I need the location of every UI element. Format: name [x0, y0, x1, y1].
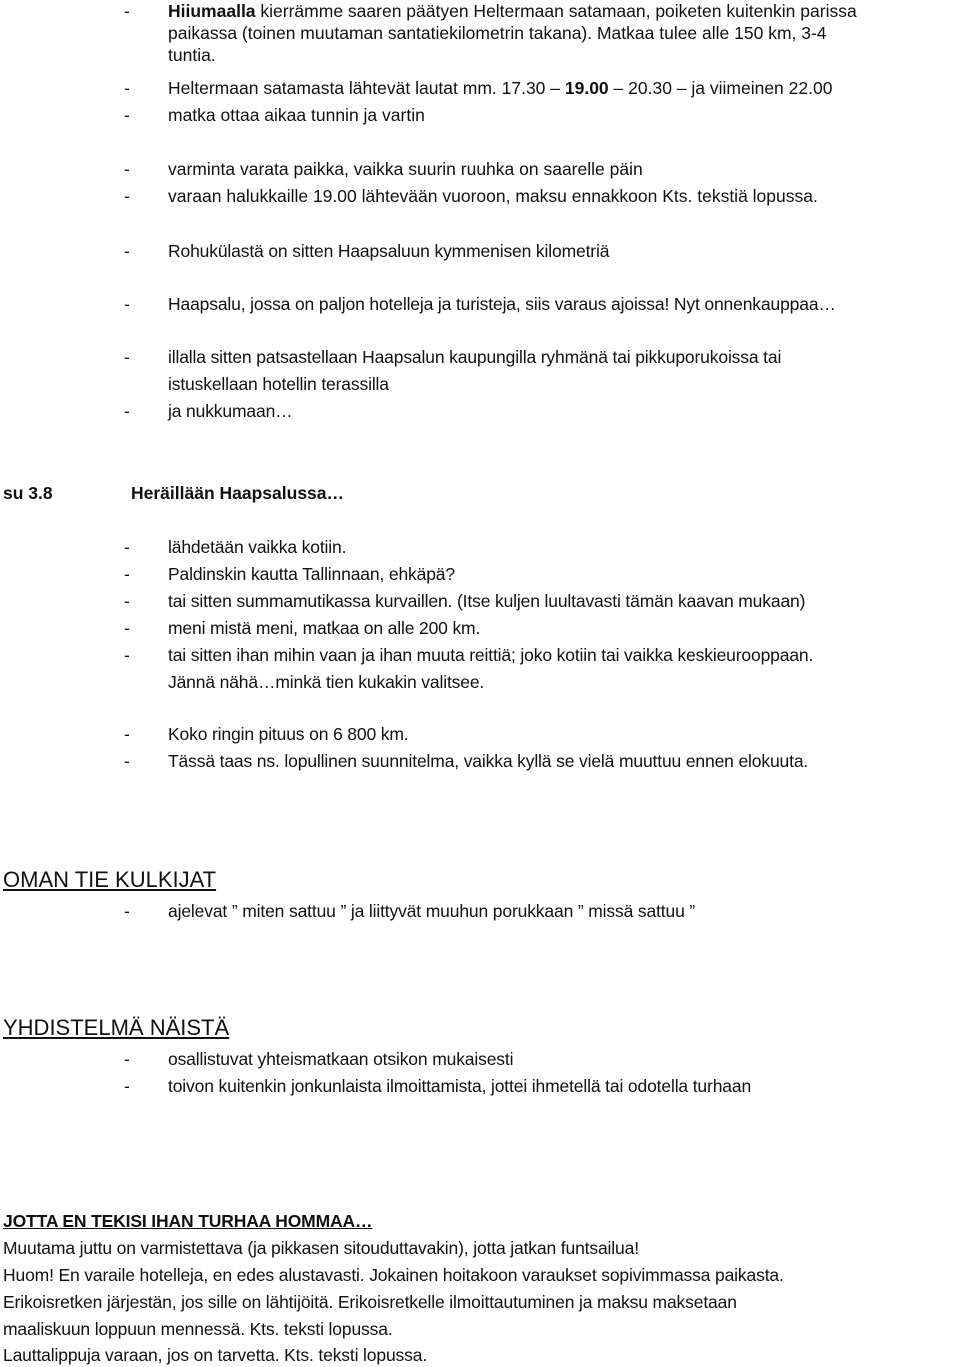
list-item: toivon kuitenkin jonkunlaista ilmoittamista, jottei ihmetellä tai odotella turhaan: [168, 1076, 752, 1096]
bullet-dash: -: [124, 186, 130, 206]
list-item: osallistuvat yhteismatkaan otsikon mukaisesti: [168, 1049, 514, 1069]
bullet-dash: -: [124, 564, 130, 584]
list-item: ajelevat ” miten sattuu ” ja liittyvät muuhun porukkaan ” missä sattuu ”: [168, 901, 696, 921]
list-item: varaan halukkaille 19.00 lähtevään vuoroon, maksu ennakkoon Kts. tekstiä lopussa.: [168, 186, 818, 206]
list-item: matka ottaa aikaa tunnin ja vartin: [168, 105, 425, 125]
section-heading-combination: YHDISTELMÄ NÄISTÄ: [3, 1015, 230, 1040]
list-item: Paldinskin kautta Tallinnaan, ehkäpä?: [168, 564, 455, 584]
hiiumaa-line-3: tuntia.: [168, 45, 216, 65]
final-line: Muutama juttu on varmistettava (ja pikkasen sitouduttavakin), jotta jatkan funtsailua!: [3, 1238, 639, 1258]
bullet-dash: -: [124, 537, 130, 557]
hiiumaa-line-2: paikassa (toinen muutaman santatiekilometrin takana). Matkaa tulee alle 150 km, 3-4: [168, 23, 827, 43]
final-line: Erikoisretken järjestän, jos sille on lähtijöitä. Erikoisretkelle ilmoittautuminen ja maksu maksetaan: [3, 1292, 737, 1312]
ferry-times: Heltermaan satamasta lähtevät lautat mm. 17.30 – 19.00 – 20.30 – ja viimeinen 22.00: [168, 78, 833, 98]
choose-text: Jännä nähä…minkä tien kukakin valitsee.: [168, 672, 485, 692]
list-item: tai sitten ihan mihin vaan ja ihan muuta reittiä; joko kotiin tai vaikka keskieurooppaan.: [168, 645, 814, 665]
day-date: su 3.8: [3, 483, 53, 503]
list-item: lähdetään vaikka kotiin.: [168, 537, 347, 557]
bullet-dash: -: [124, 591, 130, 611]
bullet-dash: -: [124, 294, 130, 314]
final-line: maaliskuun loppuun mennessä. Kts. teksti lopussa.: [3, 1319, 393, 1339]
bullet-dash: -: [124, 1049, 130, 1069]
bullet-dash: -: [124, 159, 130, 179]
hiiumaa-bold: Hiiumaalla: [168, 1, 256, 21]
list-item: tai sitten summamutikassa kurvaillen. (Itse kuljen luultavasti tämän kaavan mukaan): [168, 591, 806, 611]
list-item: Koko ringin pituus on 6 800 km.: [168, 724, 409, 744]
list-item: varminta varata paikka, vaikka suurin ruuhka on saarelle päin: [168, 159, 643, 179]
bullet-dash: -: [124, 401, 130, 421]
evening-line-2: istuskellaan hotellin terassilla: [168, 374, 389, 394]
section-heading-own-way: OMAN TIE KULKIJAT: [3, 867, 217, 892]
bullet-dash: -: [124, 78, 130, 98]
bullet-dash: -: [124, 618, 130, 638]
bullet-dash: -: [124, 105, 130, 125]
day-title: Heräillään Haapsalussa…: [131, 483, 345, 503]
bullet-dash: -: [124, 901, 130, 921]
evening-line-1: illalla sitten patsastellaan Haapsalun kaupungilla ryhmänä tai pikkuporukoissa tai: [168, 347, 782, 367]
bullet-dash: -: [124, 724, 130, 744]
hiiumaa-text: kierrämme saaren päätyen Heltermaan satamaan, poiketen kuitenkin parissa: [255, 1, 857, 21]
bullet-dash: -: [124, 751, 130, 771]
list-item: Haapsalu, jossa on paljon hotelleja ja turisteja, siis varaus ajoissa! Nyt onnenkauppaa…: [168, 294, 836, 314]
bullet-dash: -: [124, 347, 130, 367]
evening-sleep: ja nukkumaan…: [168, 401, 293, 421]
bullet-dash: -: [124, 1076, 130, 1096]
final-line: Lauttalippuja varaan, jos on tarvetta. Kts. teksti lopussa.: [3, 1345, 428, 1365]
bullet-dash: -: [124, 645, 130, 665]
ferry-bold-time: 19.00: [564, 78, 609, 98]
list-item: Tässä taas ns. lopullinen suunnitelma, vaikka kyllä se vielä muuttuu ennen elokuuta.: [168, 751, 809, 771]
bullet-dash: -: [124, 241, 130, 261]
hiiumaa-line-1: [168, 0, 857, 22]
final-line: Huom! En varaile hotelleja, en edes alustavasti. Jokainen hoitakoon varaukset sopivimmassa paikasta.: [3, 1265, 784, 1285]
section-heading-final: JOTTA EN TEKISI IHAN TURHAA HOMMAA…: [3, 1211, 373, 1231]
list-item: meni mistä meni, matkaa on alle 200 km.: [168, 618, 481, 638]
list-item: Rohukülastä on sitten Haapsaluun kymmenisen kilometriä: [168, 241, 610, 261]
bullet-dash: -: [124, 1, 130, 21]
